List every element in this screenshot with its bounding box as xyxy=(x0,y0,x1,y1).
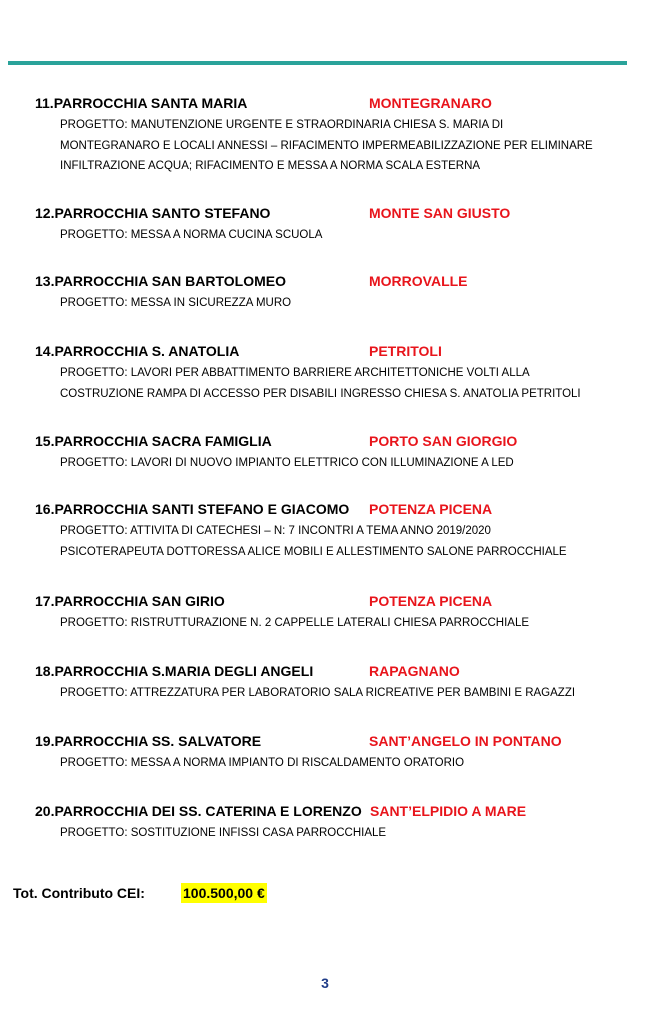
entry-number: 20. xyxy=(35,803,55,819)
parish-entry xyxy=(35,92,635,177)
parish-title: PARROCCHIA SANTO STEFANO xyxy=(54,205,271,221)
project-line: PROGETTO: MESSA A NORMA CUCINA SCUOLA xyxy=(60,229,323,241)
entry-number: 11. xyxy=(35,95,54,111)
parish-title: PARROCCHIA S. ANATOLIA xyxy=(54,343,240,359)
project-description xyxy=(60,823,635,844)
parish-location: MONTEGRANARO xyxy=(369,95,492,111)
project-description xyxy=(60,225,635,246)
entry-number: 17. xyxy=(35,593,55,609)
project-line: PROGETTO: RISTRUTTURAZIONE N. 2 CAPPELLE LATERALI CHIESA PARROCCHIALE xyxy=(60,617,530,629)
parish-title: PARROCCHIA SAN GIRIO xyxy=(54,593,225,609)
project-line: PSICOTERAPEUTA DOTTORESSA ALICE MOBILI E ALLESTIMENTO SALONE PARROCCHIALE xyxy=(60,545,567,558)
parish-entry xyxy=(35,660,635,704)
project-line: PROGETTO: ATTIVITA DI CATECHESI – N: 7 INCONTRI A TEMA ANNO 2019/2020 xyxy=(60,525,491,537)
parish-heading xyxy=(35,590,635,612)
project-line: PROGETTO: MANUTENZIONE URGENTE E STRAORDINARIA CHIESA S. MARIA DI xyxy=(60,119,504,131)
project-line: PROGETTO: ATTREZZATURA PER LABORATORIO SALA RICREATIVE PER BAMBINI E RAGAZZI xyxy=(60,687,576,699)
project-line: PROGETTO: LAVORI PER ABBATTIMENTO BARRIERE ARCHITETTONICHE VOLTI ALLA xyxy=(60,367,530,379)
parish-title: PARROCCHIA SACRA FAMIGLIA xyxy=(54,433,272,449)
parish-heading xyxy=(35,270,635,292)
project-description xyxy=(60,683,635,704)
parish-title: PARROCCHIA SAN BARTOLOMEO xyxy=(54,273,286,289)
parish-title: PARROCCHIA DEI SS. CATERINA E LORENZO xyxy=(54,803,362,819)
parish-location: POTENZA PICENA xyxy=(369,501,493,517)
parish-title: PARROCCHIA S.MARIA DEGLI ANGELI xyxy=(54,663,314,679)
project-line: PROGETTO: SOSTITUZIONE INFISSI CASA PARROCCHIALE xyxy=(60,827,387,839)
parish-title: PARROCCHIA SANTI STEFANO E GIACOMO xyxy=(54,501,350,517)
parish-heading xyxy=(35,92,635,114)
parish-entry xyxy=(35,730,635,774)
project-line: PROGETTO: MESSA IN SICUREZZA MURO xyxy=(60,297,292,309)
parish-location: SANT’ELPIDIO A MARE xyxy=(370,803,527,819)
page-number: 3 xyxy=(321,975,329,991)
parish-location: PORTO SAN GIORGIO xyxy=(369,433,518,449)
parish-entry xyxy=(35,590,635,634)
parish-heading xyxy=(35,340,635,362)
project-description xyxy=(60,293,635,314)
parish-entry xyxy=(35,340,635,404)
parish-heading xyxy=(35,660,635,682)
parish-location: PETRITOLI xyxy=(369,343,442,359)
parish-name xyxy=(35,340,239,362)
parish-name xyxy=(35,730,261,752)
project-description xyxy=(60,613,635,634)
parish-name xyxy=(35,430,272,452)
entry-number: 18. xyxy=(35,663,55,679)
parish-heading xyxy=(35,498,635,520)
parish-heading xyxy=(35,430,635,452)
parish-title: PARROCCHIA SANTA MARIA xyxy=(53,95,248,111)
parish-name xyxy=(35,92,247,114)
project-description xyxy=(60,753,635,774)
project-line: COSTRUZIONE RAMPA DI ACCESSO PER DISABILI INGRESSO CHIESA S. ANATOLIA PETRITOLI xyxy=(60,387,581,400)
header-rule xyxy=(8,61,627,65)
parish-entry xyxy=(35,498,635,562)
entry-number: 15. xyxy=(35,433,55,449)
parish-entry xyxy=(35,430,635,474)
project-description xyxy=(60,453,635,474)
project-description xyxy=(60,115,635,177)
parish-location: RAPAGNANO xyxy=(369,663,460,679)
total-contribution xyxy=(13,883,265,903)
entry-number: 16. xyxy=(35,501,55,517)
parish-name xyxy=(35,498,349,520)
project-description xyxy=(60,521,635,562)
entry-number: 19. xyxy=(35,733,55,749)
parish-heading xyxy=(35,800,635,822)
project-description xyxy=(60,363,635,404)
parish-entry xyxy=(35,800,635,844)
parish-location: SANT’ANGELO IN PONTANO xyxy=(369,733,562,749)
parish-entry xyxy=(35,202,635,246)
parish-name xyxy=(35,590,225,612)
project-line: PROGETTO: LAVORI DI NUOVO IMPIANTO ELETTRICO CON ILLUMINAZIONE A LED xyxy=(60,457,514,469)
parish-name xyxy=(35,800,362,822)
project-line: INFILTRAZIONE ACQUA; RIFACIMENTO E MESSA A NORMA SCALA ESTERNA xyxy=(60,160,481,172)
project-line: MONTEGRANARO E LOCALI ANNESSI – RIFACIMENTO IMPERMEABILIZZAZIONE PER ELIMINARE xyxy=(60,139,593,152)
parish-entry xyxy=(35,270,635,314)
total-amount: 100.500,00 € xyxy=(183,885,265,901)
parish-location: MONTE SAN GIUSTO xyxy=(369,205,511,221)
parish-location: MORROVALLE xyxy=(369,273,468,289)
parish-title: PARROCCHIA SS. SALVATORE xyxy=(54,733,262,749)
entry-number: 13. xyxy=(35,273,55,289)
entry-number: 12. xyxy=(35,205,55,221)
parish-name xyxy=(35,270,286,292)
parish-location: POTENZA PICENA xyxy=(369,593,493,609)
parish-name xyxy=(35,202,270,224)
parish-name xyxy=(35,660,313,682)
parish-heading xyxy=(35,730,635,752)
parish-heading xyxy=(35,202,635,224)
total-label: Tot. Contributo CEI: xyxy=(13,885,145,901)
project-line: PROGETTO: MESSA A NORMA IMPIANTO DI RISCALDAMENTO ORATORIO xyxy=(60,757,465,769)
entry-number: 14. xyxy=(35,343,55,359)
